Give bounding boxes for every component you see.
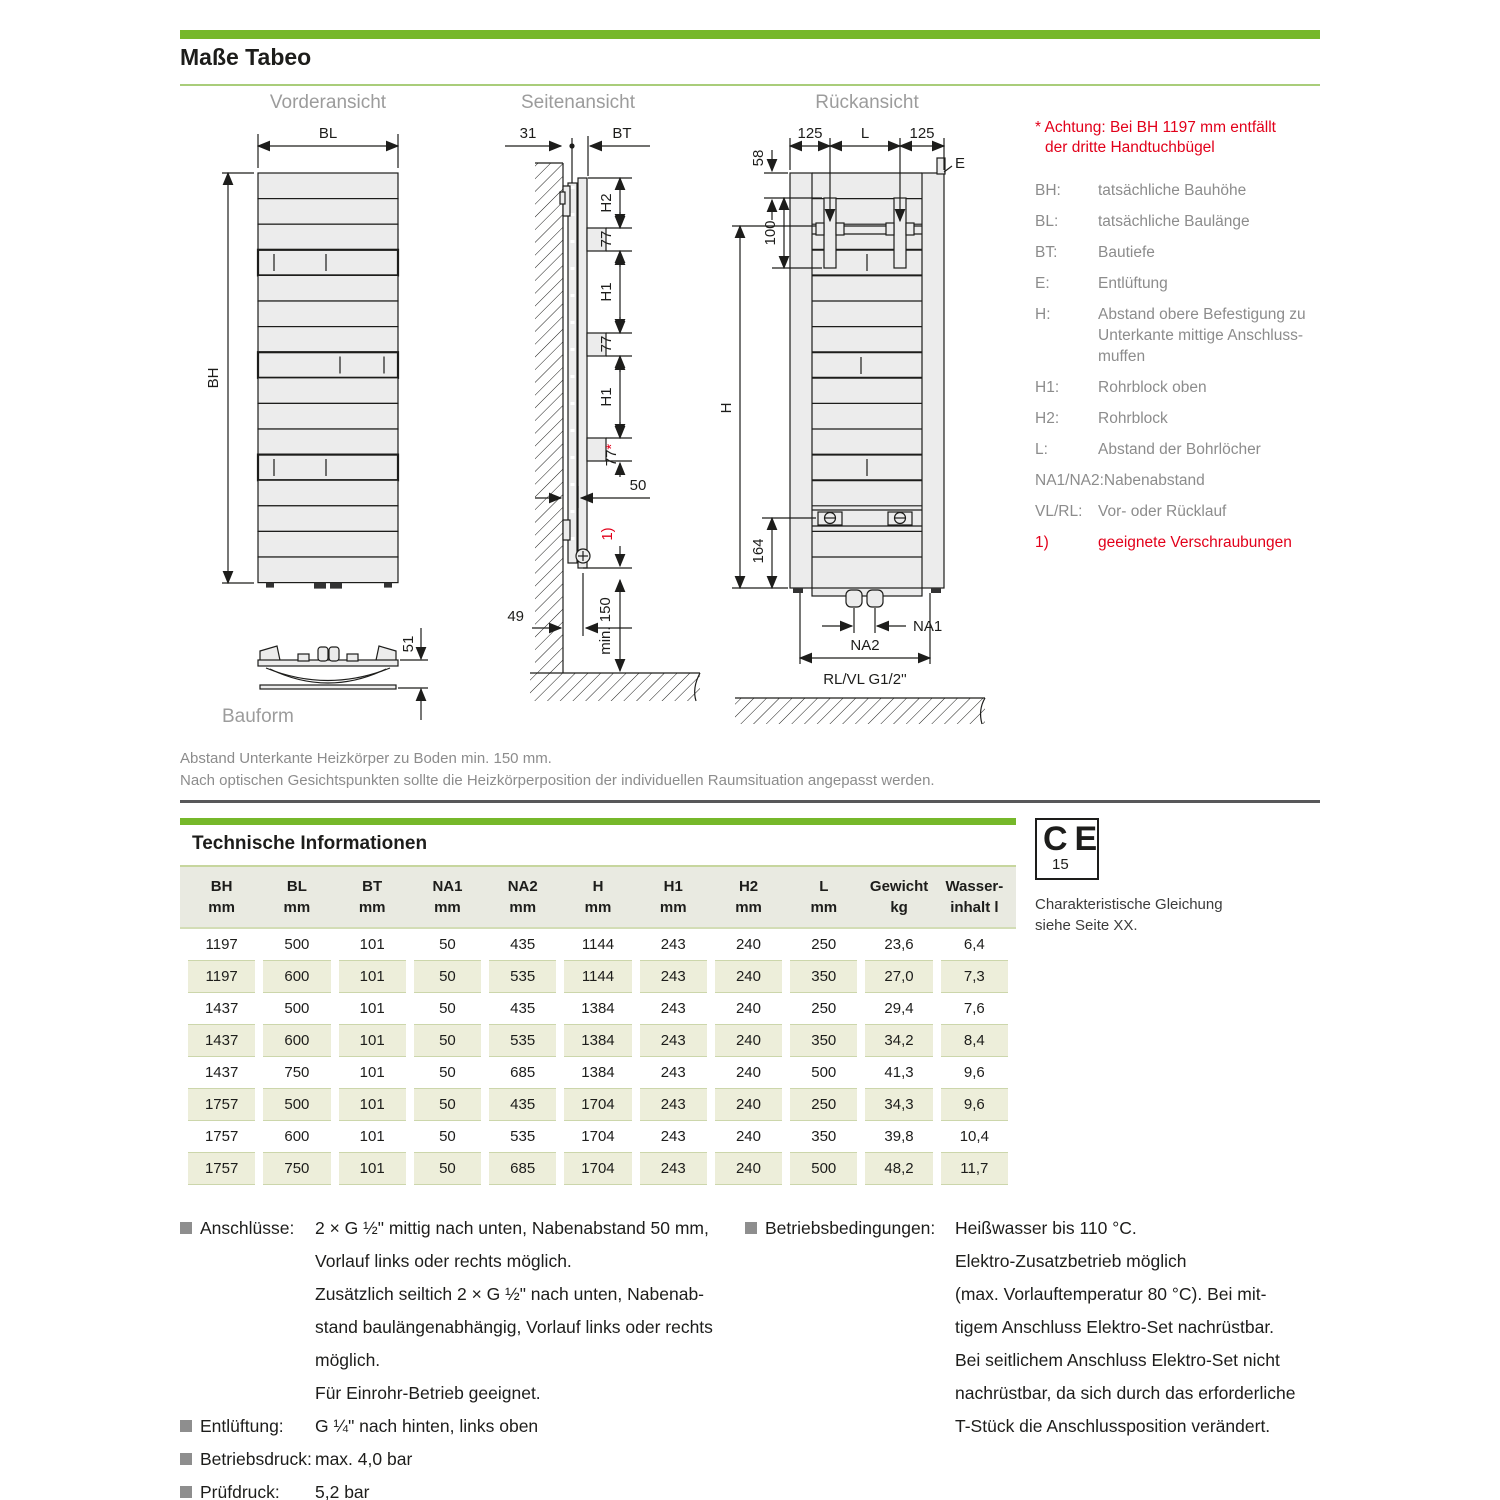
table-row xyxy=(188,1024,1008,1057)
legend-description xyxy=(1098,180,1246,201)
spec-value-line: Bei seitlichem Anschluss Elektro-Set nicht xyxy=(955,1350,1280,1370)
table-cell: 1757 xyxy=(188,1088,255,1121)
table-cell: 350 xyxy=(811,1128,837,1145)
dim-125-right: 125 xyxy=(909,125,935,142)
spec-item xyxy=(745,1212,1320,1443)
spec-label: Prüfdruck: xyxy=(200,1482,280,1500)
table-cell: 101 xyxy=(339,1024,406,1057)
table-row xyxy=(188,1152,1008,1185)
technical-table xyxy=(180,929,1016,1185)
spec-value xyxy=(315,1476,740,1500)
spec-value xyxy=(315,1443,740,1476)
table-cell: 101 xyxy=(359,1000,385,1017)
table-row xyxy=(188,960,1008,993)
table-cell: 50 xyxy=(414,1152,481,1185)
bauform-view xyxy=(222,628,428,727)
table-cell: 27,0 xyxy=(865,960,932,993)
table-cell: 243 xyxy=(660,1000,686,1017)
table-cell: 1197 xyxy=(188,960,255,993)
legend-item xyxy=(1035,180,1325,201)
column-header-line: Gewicht xyxy=(869,878,929,895)
legend-term: BT: xyxy=(1035,244,1058,261)
legend-item xyxy=(1035,501,1325,522)
legend-item xyxy=(1035,273,1325,294)
table-cell: 50 xyxy=(439,1064,456,1081)
legend-item xyxy=(1035,470,1325,491)
dimension-legend xyxy=(1035,180,1325,563)
front-view-title: Vorderansicht xyxy=(269,92,387,113)
column-header-line: NA1 xyxy=(432,878,463,895)
spec-value-line: Vorlauf links oder rechts möglich. xyxy=(315,1251,572,1271)
dim-164: 164 xyxy=(750,538,767,564)
table-cell: 243 xyxy=(660,1128,686,1145)
table-cell: 1437 xyxy=(204,1064,239,1081)
svg-text:77* xyxy=(603,444,620,467)
column-header-line: L xyxy=(819,878,829,895)
legend-description xyxy=(1098,273,1168,294)
table-cell: 11,7 xyxy=(941,1152,1008,1185)
table-cell: 1384 xyxy=(581,1000,615,1017)
table-cell: 435 xyxy=(510,936,536,953)
connection-label: RL/VL G1/2'' xyxy=(823,671,907,688)
bullet-icon xyxy=(180,1486,192,1498)
table-cell: 685 xyxy=(510,1064,536,1081)
dim-h1-a: H1 xyxy=(598,282,615,302)
table-cell: 101 xyxy=(359,1128,385,1145)
table-column-header xyxy=(786,876,861,918)
legend-description-line: Abstand der Bohrlöcher xyxy=(1098,441,1261,458)
spec-label: Betriebsdruck: xyxy=(200,1449,312,1469)
warning-line-2: der dritte Handtuchbügel xyxy=(1045,139,1215,156)
table-column-header xyxy=(636,876,711,918)
spec-item xyxy=(180,1212,740,1410)
legend-item xyxy=(1035,242,1325,263)
column-header-line: H2 xyxy=(738,878,759,895)
table-cell: 50 xyxy=(439,1000,456,1017)
table-cell: 7,6 xyxy=(963,1000,985,1017)
table-column-header xyxy=(861,876,936,918)
table-accent-bar xyxy=(180,818,1016,825)
legend-description-line: Unterkante mittige Anschluss- xyxy=(1098,327,1304,344)
spec-value xyxy=(315,1212,740,1410)
ce-caption-line-1: Charakteristische Gleichung xyxy=(1035,896,1223,913)
bullet-icon xyxy=(180,1453,192,1465)
table-cell: 50 xyxy=(439,936,456,953)
dim-77-c: 77 xyxy=(603,449,620,467)
legend-term: E: xyxy=(1035,275,1050,292)
column-header-unit: kg xyxy=(890,899,908,916)
legend-description-line: Rohrblock oben xyxy=(1098,379,1207,396)
table-cell: 34,3 xyxy=(865,1088,932,1121)
legend-description-line: Vor- oder Rücklauf xyxy=(1098,503,1227,520)
column-header-line: NA2 xyxy=(507,878,538,895)
table-cell: 240 xyxy=(735,1064,761,1081)
table-cell: 6,4 xyxy=(963,936,985,953)
table-header-row xyxy=(180,865,1016,929)
table-column-header xyxy=(184,876,259,918)
technical-drawings xyxy=(180,88,1020,738)
table-cell: 1704 xyxy=(581,1128,615,1145)
spec-value xyxy=(955,1212,1320,1443)
table-column-header xyxy=(560,876,635,918)
table-cell: 350 xyxy=(790,960,857,993)
table-cell: 243 xyxy=(640,1088,707,1121)
bullet-icon xyxy=(745,1222,757,1234)
table-cell: 23,6 xyxy=(884,936,914,953)
table-body xyxy=(188,929,1008,1185)
dim-125-left: 125 xyxy=(797,125,823,142)
spec-value-line: 5,2 bar xyxy=(315,1482,370,1500)
spec-value-line: stand baulängenabhängig, Vorlauf links oder rechts xyxy=(315,1317,713,1337)
dim-na1: NA1 xyxy=(913,618,943,635)
table-cell: 243 xyxy=(640,960,707,993)
spec-value-line: max. 4,0 bar xyxy=(315,1449,413,1469)
specs-left-column xyxy=(180,1212,740,1500)
table-cell: 101 xyxy=(339,960,406,993)
legend-term: H1: xyxy=(1035,379,1060,396)
section-divider xyxy=(180,800,1320,803)
table-column-header xyxy=(335,876,410,918)
column-header-line: Wasser- xyxy=(945,878,1004,895)
spec-value-line: Zusätzlich seiltich 2 × G ½" nach unten, Nabenab- xyxy=(315,1284,704,1304)
dim-h1-b: H1 xyxy=(598,387,615,407)
table-cell: 10,4 xyxy=(959,1128,989,1145)
dim-bt: BT xyxy=(612,125,632,142)
legend-description-line: geeignete Verschraubungen xyxy=(1098,534,1292,551)
rear-view xyxy=(718,92,985,724)
legend-description-line: Entlüftung xyxy=(1098,275,1168,292)
column-header-line: BT xyxy=(362,878,383,895)
column-header-unit: mm xyxy=(283,899,311,916)
footnote-line-2: Nach optischen Gesichtspunkten sollte die Heizkörperposition der individuellen Raumsituation angepasst werden. xyxy=(180,772,935,789)
spec-label: Betriebsbedingungen: xyxy=(765,1218,936,1238)
table-cell: 243 xyxy=(640,1152,707,1185)
legend-description-line: Nabenabstand xyxy=(1103,472,1205,489)
table-cell: 8,4 xyxy=(941,1024,1008,1057)
legend-description-line: Rohrblock xyxy=(1098,410,1168,427)
table-cell: 435 xyxy=(510,1000,536,1017)
column-header-unit: mm xyxy=(659,899,687,916)
legend-description-line: Bautiefe xyxy=(1098,244,1155,261)
table-title: Technische Informationen xyxy=(192,833,428,854)
table-cell: 41,3 xyxy=(884,1064,914,1081)
spec-value-line: nachrüstbar, da sich durch das erforderliche xyxy=(955,1383,1296,1403)
dim-49: 49 xyxy=(507,608,524,625)
legend-item xyxy=(1035,532,1325,553)
table-cell: 250 xyxy=(811,936,837,953)
legend-description xyxy=(1098,304,1306,367)
table-column-header xyxy=(259,876,334,918)
dim-77-star: * xyxy=(603,443,620,450)
table-cell: 1144 xyxy=(581,936,615,953)
table-cell: 1384 xyxy=(581,1064,615,1081)
legend-term: H: xyxy=(1035,306,1051,323)
column-header-unit: inhalt l xyxy=(950,899,999,916)
dim-na2: NA2 xyxy=(850,637,880,654)
dim-bh: BH xyxy=(205,367,222,389)
table-cell: 50 xyxy=(439,1128,456,1145)
legend-description-line: muffen xyxy=(1098,348,1146,365)
legend-description xyxy=(1098,501,1226,522)
table-cell: 240 xyxy=(735,936,761,953)
spec-item xyxy=(180,1410,740,1443)
table-cell: 685 xyxy=(489,1152,556,1185)
dim-e: E xyxy=(955,155,966,172)
legend-description xyxy=(1098,532,1292,553)
table-cell: 243 xyxy=(640,1024,707,1057)
table-cell: 1757 xyxy=(204,1128,239,1145)
table-cell: 600 xyxy=(263,1024,330,1057)
spec-value-line: tigem Anschluss Elektro-Set nachrüstbar. xyxy=(955,1317,1275,1337)
header-rule xyxy=(180,84,1320,86)
column-header-line: BL xyxy=(286,878,307,895)
spec-value-line: T-Stück die Anschlussposition verändert. xyxy=(955,1416,1271,1436)
dim-h2: H2 xyxy=(598,193,615,213)
table-cell: 250 xyxy=(790,1088,857,1121)
legend-description xyxy=(1098,242,1155,263)
table-cell: 34,2 xyxy=(865,1024,932,1057)
ce-mark: CE xyxy=(1043,820,1105,858)
column-header-unit: mm xyxy=(584,899,612,916)
spec-value xyxy=(315,1410,740,1443)
spec-value-line: 2 × G ½" mittig nach unten, Nabenabstand 50 mm, xyxy=(315,1218,709,1238)
table-row xyxy=(188,993,1008,1024)
table-cell: 500 xyxy=(263,1088,330,1121)
legend-term: H2: xyxy=(1035,410,1060,427)
ce-number: 15 xyxy=(1052,856,1069,873)
table-cell: 101 xyxy=(339,1088,406,1121)
table-cell: 240 xyxy=(735,1128,761,1145)
spec-value-line: (max. Vorlauftemperatur 80 °C). Bei mit- xyxy=(955,1284,1267,1304)
table-cell: 243 xyxy=(660,1064,686,1081)
table-cell: 7,3 xyxy=(941,960,1008,993)
dim-h: H xyxy=(718,402,735,414)
dim-l: L xyxy=(860,125,870,142)
technical-info-section xyxy=(180,818,1016,1185)
table-cell: 9,6 xyxy=(963,1064,985,1081)
spec-value-line: Elektro-Zusatzbetrieb möglich xyxy=(955,1251,1187,1271)
column-header-unit: mm xyxy=(509,899,537,916)
bauform-label: Bauform xyxy=(222,706,294,727)
dim-77-a: 77 xyxy=(598,230,615,248)
table-cell: 101 xyxy=(339,1152,406,1185)
column-header-line: H1 xyxy=(663,878,683,895)
spec-value-line: G ¼" nach hinten, links oben xyxy=(315,1416,539,1436)
table-cell: 350 xyxy=(790,1024,857,1057)
table-cell: 1704 xyxy=(564,1152,631,1185)
note-1: 1) xyxy=(599,527,616,541)
legend-description xyxy=(1104,470,1205,491)
column-header-line: BH xyxy=(210,878,233,895)
dim-min150: min. 150 xyxy=(597,597,614,655)
table-cell: 1437 xyxy=(188,1024,255,1057)
table-cell: 750 xyxy=(284,1064,310,1081)
legend-description xyxy=(1098,211,1250,232)
spec-label: Anschlüsse: xyxy=(200,1218,295,1238)
footnote-line-1: Abstand Unterkante Heizkörper zu Boden min. 150 mm. xyxy=(180,750,552,767)
table-cell: 101 xyxy=(359,1064,385,1081)
spec-value-line: Für Einrohr-Betrieb geeignet. xyxy=(315,1383,541,1403)
column-header-unit: mm xyxy=(735,899,762,916)
table-cell: 240 xyxy=(735,1000,761,1017)
column-header-unit: mm xyxy=(208,899,235,916)
spec-item xyxy=(180,1443,740,1476)
table-row xyxy=(188,1121,1008,1152)
table-row xyxy=(188,1057,1008,1088)
column-header-unit: mm xyxy=(810,899,838,916)
table-cell: 1757 xyxy=(188,1152,255,1185)
column-header-line: H xyxy=(592,878,604,895)
table-row xyxy=(188,929,1008,960)
table-cell: 500 xyxy=(284,936,310,953)
dim-50: 50 xyxy=(629,477,647,494)
ce-caption xyxy=(1035,894,1325,936)
table-cell: 500 xyxy=(790,1152,857,1185)
spec-value-line: möglich. xyxy=(315,1350,381,1370)
page-title: Maße Tabeo xyxy=(180,44,312,70)
table-cell: 535 xyxy=(489,1024,556,1057)
dim-31: 31 xyxy=(519,125,537,142)
legend-term: 1) xyxy=(1035,534,1049,551)
column-header-unit: mm xyxy=(434,899,461,916)
table-cell: 1704 xyxy=(564,1088,631,1121)
table-column-header xyxy=(937,876,1012,918)
table-cell: 1197 xyxy=(205,936,238,953)
table-column-header xyxy=(485,876,560,918)
legend-item xyxy=(1035,304,1325,367)
table-cell: 500 xyxy=(811,1064,837,1081)
table-row xyxy=(188,1088,1008,1121)
table-cell: 48,2 xyxy=(865,1152,932,1185)
legend-item xyxy=(1035,408,1325,429)
bullet-icon xyxy=(180,1222,192,1234)
dim-bl: BL xyxy=(318,125,338,142)
table-cell: 50 xyxy=(414,1024,481,1057)
column-header-unit: mm xyxy=(358,899,386,916)
table-cell: 240 xyxy=(715,1024,782,1057)
legend-term: NA1/NA2: xyxy=(1035,472,1104,489)
table-cell: 243 xyxy=(660,936,686,953)
drawing-footnote xyxy=(180,748,935,792)
table-cell: 39,8 xyxy=(884,1128,914,1145)
warning-line-1: * Achtung: Bei BH 1197 mm entfällt xyxy=(1035,119,1276,136)
table-cell: 1144 xyxy=(564,960,631,993)
rear-view-title: Rückansicht xyxy=(815,92,919,113)
specs-right-column xyxy=(745,1212,1320,1443)
table-cell: 500 xyxy=(284,1000,310,1017)
dim-58: 58 xyxy=(750,149,767,167)
spec-value-line: Heißwasser bis 110 °C. xyxy=(955,1218,1137,1238)
header-accent-bar xyxy=(180,30,1320,39)
front-view xyxy=(205,92,398,589)
legend-item xyxy=(1035,439,1325,460)
spec-label: Entlüftung: xyxy=(200,1416,284,1436)
legend-term: BL: xyxy=(1035,213,1059,230)
table-cell: 1384 xyxy=(564,1024,631,1057)
legend-description xyxy=(1098,439,1261,460)
warning-note xyxy=(1035,118,1335,158)
table-cell: 50 xyxy=(414,1088,481,1121)
table-cell: 250 xyxy=(811,1000,837,1017)
table-cell: 50 xyxy=(414,960,481,993)
table-cell: 29,4 xyxy=(884,1000,914,1017)
table-cell: 600 xyxy=(284,1128,310,1145)
legend-term: VL/RL: xyxy=(1035,503,1083,520)
legend-item xyxy=(1035,211,1325,232)
legend-item xyxy=(1035,377,1325,398)
table-column-header xyxy=(711,876,786,918)
table-cell: 9,6 xyxy=(941,1088,1008,1121)
legend-description-line: Abstand obere Befestigung zu xyxy=(1098,306,1306,323)
legend-description xyxy=(1098,408,1168,429)
spec-item xyxy=(180,1476,740,1500)
legend-description xyxy=(1098,377,1207,398)
side-view xyxy=(505,92,700,701)
ce-caption-line-2: siehe Seite XX. xyxy=(1035,917,1138,934)
table-cell: 535 xyxy=(489,960,556,993)
table-cell: 101 xyxy=(359,936,385,953)
legend-term: BH: xyxy=(1035,182,1061,199)
table-cell: 535 xyxy=(510,1128,536,1145)
table-cell: 435 xyxy=(489,1088,556,1121)
table-cell: 240 xyxy=(715,1088,782,1121)
table-column-header xyxy=(410,876,485,918)
legend-description-line: tatsächliche Bauhöhe xyxy=(1098,182,1247,199)
ce-mark-box xyxy=(1035,818,1105,880)
dim-77-b: 77 xyxy=(598,335,615,353)
table-cell: 1437 xyxy=(204,1000,239,1017)
ce-block xyxy=(1035,818,1325,936)
dim-100: 100 xyxy=(762,220,779,246)
dim-51: 51 xyxy=(400,635,417,653)
legend-description-line: tatsächliche Baulänge xyxy=(1098,213,1250,230)
legend-term: L: xyxy=(1035,441,1048,458)
table-cell: 750 xyxy=(263,1152,330,1185)
side-view-title: Seitenansicht xyxy=(520,92,636,113)
table-cell: 600 xyxy=(263,960,330,993)
table-cell: 240 xyxy=(715,960,782,993)
table-cell: 240 xyxy=(715,1152,782,1185)
bullet-icon xyxy=(180,1420,192,1432)
